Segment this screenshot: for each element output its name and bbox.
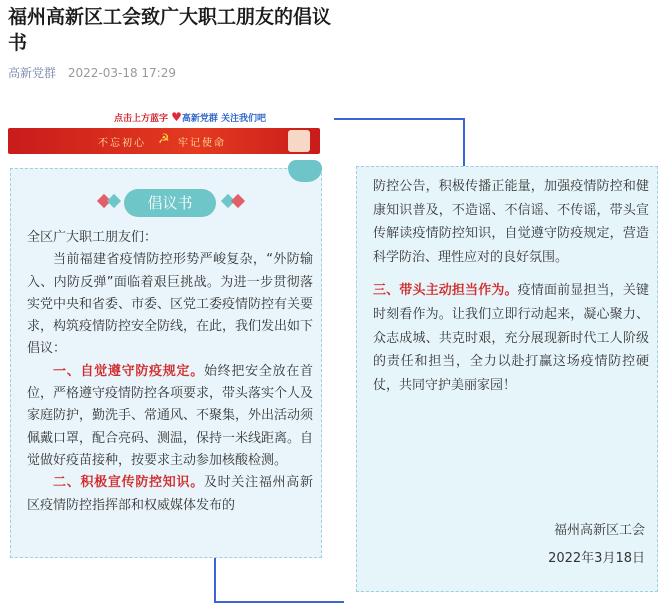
item-2-text-start: 及时关注福州高新区疫情防控指挥部和权威媒体发布的 [27, 475, 313, 513]
connector-line [214, 558, 216, 602]
slogan-left: 不忘初心 [98, 138, 146, 149]
follow-account-name[interactable]: 高新党群 [181, 114, 218, 124]
item-1-title: 一、自觉遵守防疫规定。 [53, 363, 204, 379]
slogan-banner [8, 128, 320, 154]
slogan-right: 牢记使命 [178, 138, 226, 149]
letter-card-right [356, 166, 658, 592]
publish-date: 2022-03-18 17:29 [67, 66, 176, 80]
article-meta [8, 64, 176, 81]
letter-card-left [10, 168, 322, 558]
greeting: 全区广大职工朋友们： [27, 230, 158, 245]
diamond-icon [107, 194, 121, 208]
face-mask-icon [288, 160, 322, 182]
signature: 福州高新区工会 [553, 523, 645, 538]
diamond-icon [231, 194, 245, 208]
connector-line [463, 118, 465, 166]
follow-prefix: 点击上方蓝字 [113, 114, 168, 124]
item-1-text: 始终把安全放在首位，严格遵守疫情防控各项要求，带头落实个人及家庭防护，勤洗手、常通风、不聚集，外出活动须佩戴口罩，配合亮码、测温，保持一米线距离。自觉做好疫苗接种，按要求主动参加核酸检测。 [27, 363, 314, 468]
item-3-title: 三、带头主动担当作为。 [373, 283, 518, 299]
heart-icon: ♥ [171, 110, 182, 124]
signature-date: 2022年3月18日 [548, 551, 645, 566]
item-2-title: 二、积极宣传防控知识。 [53, 475, 204, 491]
intro-paragraph: 当前福建省疫情防控形势严峻复杂，“外防输入、内防反弹”面临着艰巨挑战。为进一步贯彻落实党中央和省委、市委、区党工委疫情防控有关要求，构筑疫情防控安全防线，在此，我们发出如下倡议： [27, 252, 314, 357]
item-2-start [27, 472, 313, 517]
follow-suffix: 关注我们吧 [221, 114, 267, 124]
item-2-text-end: 防控公告，积极传播正能量，加强疫情防控和健康知识普及，不造谣、不信谣、不传谣，带头宣传解读疫情防控知识，自觉遵守防疫规定，营造科学防治、理性应对的良好氛围。 [373, 179, 649, 265]
author-link[interactable]: 高新党群 [8, 66, 57, 80]
item-3 [373, 279, 649, 397]
follow-prompt [60, 110, 320, 124]
letter-heading: 倡议书 [124, 189, 216, 217]
connector-line [334, 118, 464, 120]
connector-line [214, 601, 344, 603]
party-emblem-icon: ☭ [158, 132, 170, 147]
item-1 [27, 361, 313, 472]
tiananmen-icon [288, 130, 310, 152]
article-title: 福州高新区工会致广大职工朋友的倡议书 [8, 6, 332, 54]
letter-body [27, 227, 313, 517]
letter-body-continued [373, 175, 649, 397]
item-3-text: 疫情面前显担当，关键时刻看作为。让我们立即行动起来，凝心聚力、众志成城、共克时艰，充分展现新时代工人阶级的责任和担当，全力以赴打赢这场疫情防控硬仗，共同守护美丽家园！ [373, 283, 649, 393]
